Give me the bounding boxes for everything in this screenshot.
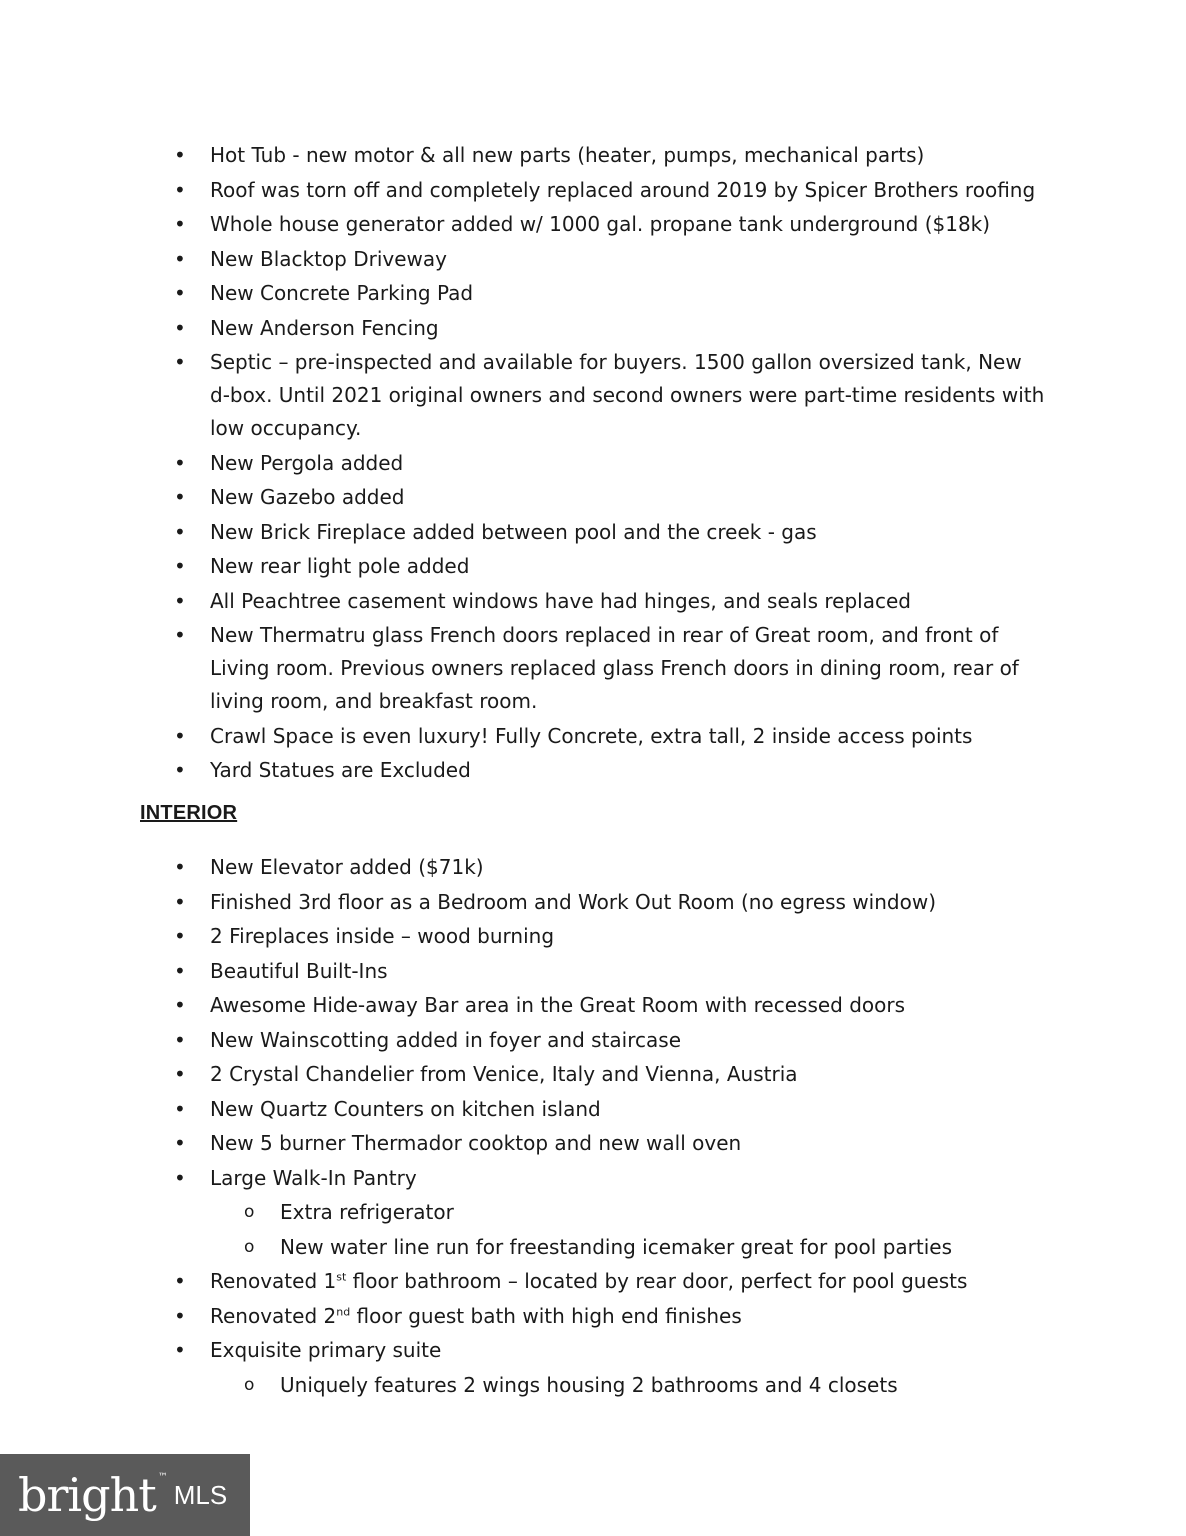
bullet-icon <box>174 851 184 884</box>
list-item: • Yard Statues are Excluded <box>0 754 1186 787</box>
list-item: • Hot Tub - new motor & all new parts (heater, pumps, mechanical parts) <box>0 139 1186 172</box>
list-item: • Whole house generator added w/ 1000 gal. propane tank underground ($18k) <box>0 208 1186 241</box>
exterior-list <box>0 139 1186 789</box>
list-item: • New Blacktop Driveway <box>0 243 1186 276</box>
bullet-icon <box>174 955 184 988</box>
bullet-icon <box>174 174 184 207</box>
list-item: • Awesome Hide-away Bar area in the Great Room with recessed doors <box>0 989 1186 1022</box>
interior-list <box>0 851 1186 1403</box>
list-item: • Crawl Space is even luxury! Fully Concrete, extra tall, 2 inside access points <box>0 720 1186 753</box>
list-item: • New Anderson Fencing <box>0 312 1186 345</box>
list-item: • New Quartz Counters on kitchen island <box>0 1093 1186 1126</box>
bullet-icon <box>174 243 184 276</box>
list-item: • Roof was torn off and completely replaced around 2019 by Spicer Brothers roofing <box>0 174 1186 207</box>
bullet-icon <box>174 516 184 549</box>
bullet-icon <box>174 208 184 241</box>
list-item: • Beautiful Built-Ins <box>0 955 1186 988</box>
bullet-icon <box>174 1093 184 1126</box>
list-item: • Renovated 1st floor bathroom – located by rear door, perfect for pool guests <box>0 1265 1186 1298</box>
list-item: • All Peachtree casement windows have had hinges, and seals replaced <box>0 585 1186 618</box>
list-item: • New rear light pole added <box>0 550 1186 583</box>
bullet-icon <box>174 585 184 618</box>
list-item: • New Thermatru glass French doors replaced in rear of Great room, and front of Living room. Previous owners replaced glass French doors in dining room, rear of living room, and breakfast room. <box>0 619 1186 718</box>
bullet-icon <box>174 481 184 514</box>
bullet-icon <box>174 1058 184 1091</box>
bullet-icon <box>174 550 184 583</box>
logo-mls: MLS <box>173 1479 228 1510</box>
sub-list-item: o Extra refrigerator <box>0 1196 1186 1229</box>
bullet-icon <box>174 989 184 1022</box>
bullet-icon <box>174 277 184 310</box>
logo-trademark: ™ <box>157 1471 168 1483</box>
bullet-icon <box>174 720 184 753</box>
circle-bullet-icon <box>244 1369 254 1402</box>
list-item: • 2 Crystal Chandelier from Venice, Italy and Vienna, Austria <box>0 1058 1186 1091</box>
list-item: • New 5 burner Thermador cooktop and new wall oven <box>0 1127 1186 1160</box>
section-heading-interior: INTERIOR <box>140 802 238 824</box>
list-item: • New Brick Fireplace added between pool and the creek - gas <box>0 516 1186 549</box>
list-item: • New Wainscotting added in foyer and staircase <box>0 1024 1186 1057</box>
sub-list-item: o Uniquely features 2 wings housing 2 bathrooms and 4 closets <box>0 1369 1186 1402</box>
bullet-icon <box>174 447 184 480</box>
list-item: • 2 Fireplaces inside – wood burning <box>0 920 1186 953</box>
bright-mls-logo <box>0 1454 250 1536</box>
logo-brand: bright <box>18 1468 156 1522</box>
list-item: • Renovated 2nd floor guest bath with high end finishes <box>0 1300 1186 1333</box>
bullet-icon <box>174 920 184 953</box>
list-item: • New Concrete Parking Pad <box>0 277 1186 310</box>
list-item: • Exquisite primary suite <box>0 1334 1186 1367</box>
bullet-icon <box>174 139 184 172</box>
bullet-icon <box>174 346 184 379</box>
sub-list-item: o New water line run for freestanding icemaker great for pool parties <box>0 1231 1186 1264</box>
bullet-icon <box>174 1162 184 1195</box>
bullet-icon <box>174 1265 184 1298</box>
bullet-icon <box>174 1024 184 1057</box>
bullet-icon <box>174 1127 184 1160</box>
bullet-icon <box>174 1334 184 1367</box>
bullet-icon <box>174 754 184 787</box>
list-item: • New Elevator added ($71k) <box>0 851 1186 884</box>
list-item: • Large Walk-In Pantry <box>0 1162 1186 1195</box>
list-item: • Finished 3rd floor as a Bedroom and Work Out Room (no egress window) <box>0 886 1186 919</box>
bullet-icon <box>174 886 184 919</box>
circle-bullet-icon <box>244 1231 254 1264</box>
list-item: • Septic – pre-inspected and available for buyers. 1500 gallon oversized tank, New d-box. Until 2021 original owners and second owners were part-time residents with low occupancy. <box>0 346 1186 445</box>
bullet-icon <box>174 1300 184 1333</box>
bullet-icon <box>174 312 184 345</box>
circle-bullet-icon <box>244 1196 254 1229</box>
bullet-icon <box>174 619 184 652</box>
list-item: • New Gazebo added <box>0 481 1186 514</box>
list-item: • New Pergola added <box>0 447 1186 480</box>
